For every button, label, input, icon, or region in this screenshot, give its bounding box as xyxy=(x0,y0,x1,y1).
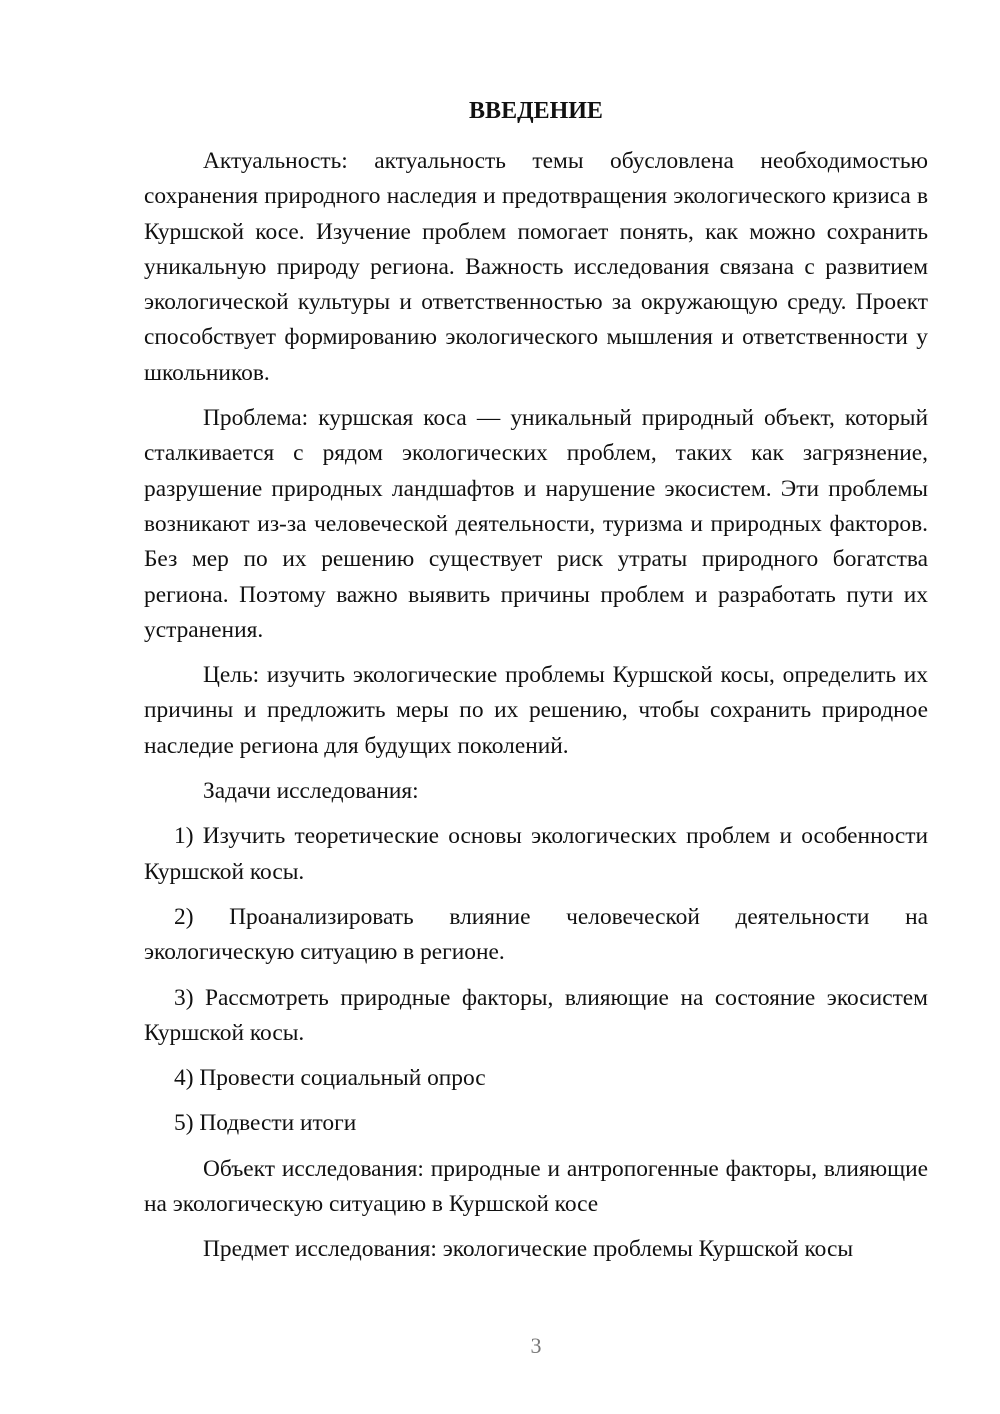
page-number: 3 xyxy=(530,1333,542,1358)
task-item: 2) Проанализировать влияние человеческой деятельности на экологическую ситуацию в регионе. xyxy=(144,903,928,966)
relevance-paragraph: Актуальность: актуальность темы обусловлена необходимостью сохранения природного наследия и предотвращения экологического кризиса в Куршской косе. Изучение проблем помогает понять, как можно сохранить уникальную природу региона. Важность исследования связана с развитием экологической культуры и ответственностью за окружающую среду. Проект способствует формированию экологического мышления и ответственности у школьников. xyxy=(144,148,928,386)
subject-paragraph: Предмет исследования: экологические проблемы Куршской косы xyxy=(203,1236,854,1263)
task-item: 3) Рассмотреть природные факторы, влияющие на состояние экосистем Куршской косы. xyxy=(144,984,928,1046)
task-item: 5) Подвести итоги xyxy=(174,1110,357,1137)
document-page xyxy=(144,94,928,1278)
problem-paragraph: Проблема: куршская коса — уникальный природный объект, который сталкивается с рядом экологических проблем, таких как загрязнение, разрушение природных ландшафтов и нарушение экосистем. Эти проблемы возникают из-за человеческой деятельности, туризма и природных факторов. Без мер по их решению существует риск утраты природного богатства региона. Поэтому важно выявить причины проблем и разработать пути их устранения. xyxy=(144,405,928,643)
task-item: 4) Провести социальный опрос xyxy=(174,1065,486,1092)
goal-paragraph: Цель: изучить экологические проблемы Куршской косы, определить их причины и предложить меры по их решению, чтобы сохранить природное наследие региона для будущих поколений. xyxy=(144,662,928,759)
tasks-heading: Задачи исследования: xyxy=(203,778,419,805)
section-title: ВВЕДЕНИЕ xyxy=(469,98,603,124)
object-paragraph: Объект исследования: природные и антропогенные факторы, влияющие на экологическую ситуацию в Куршской косе xyxy=(144,1155,928,1218)
task-item: 1) Изучить теоретические основы экологических проблем и особенности Куршской косы. xyxy=(144,823,928,885)
